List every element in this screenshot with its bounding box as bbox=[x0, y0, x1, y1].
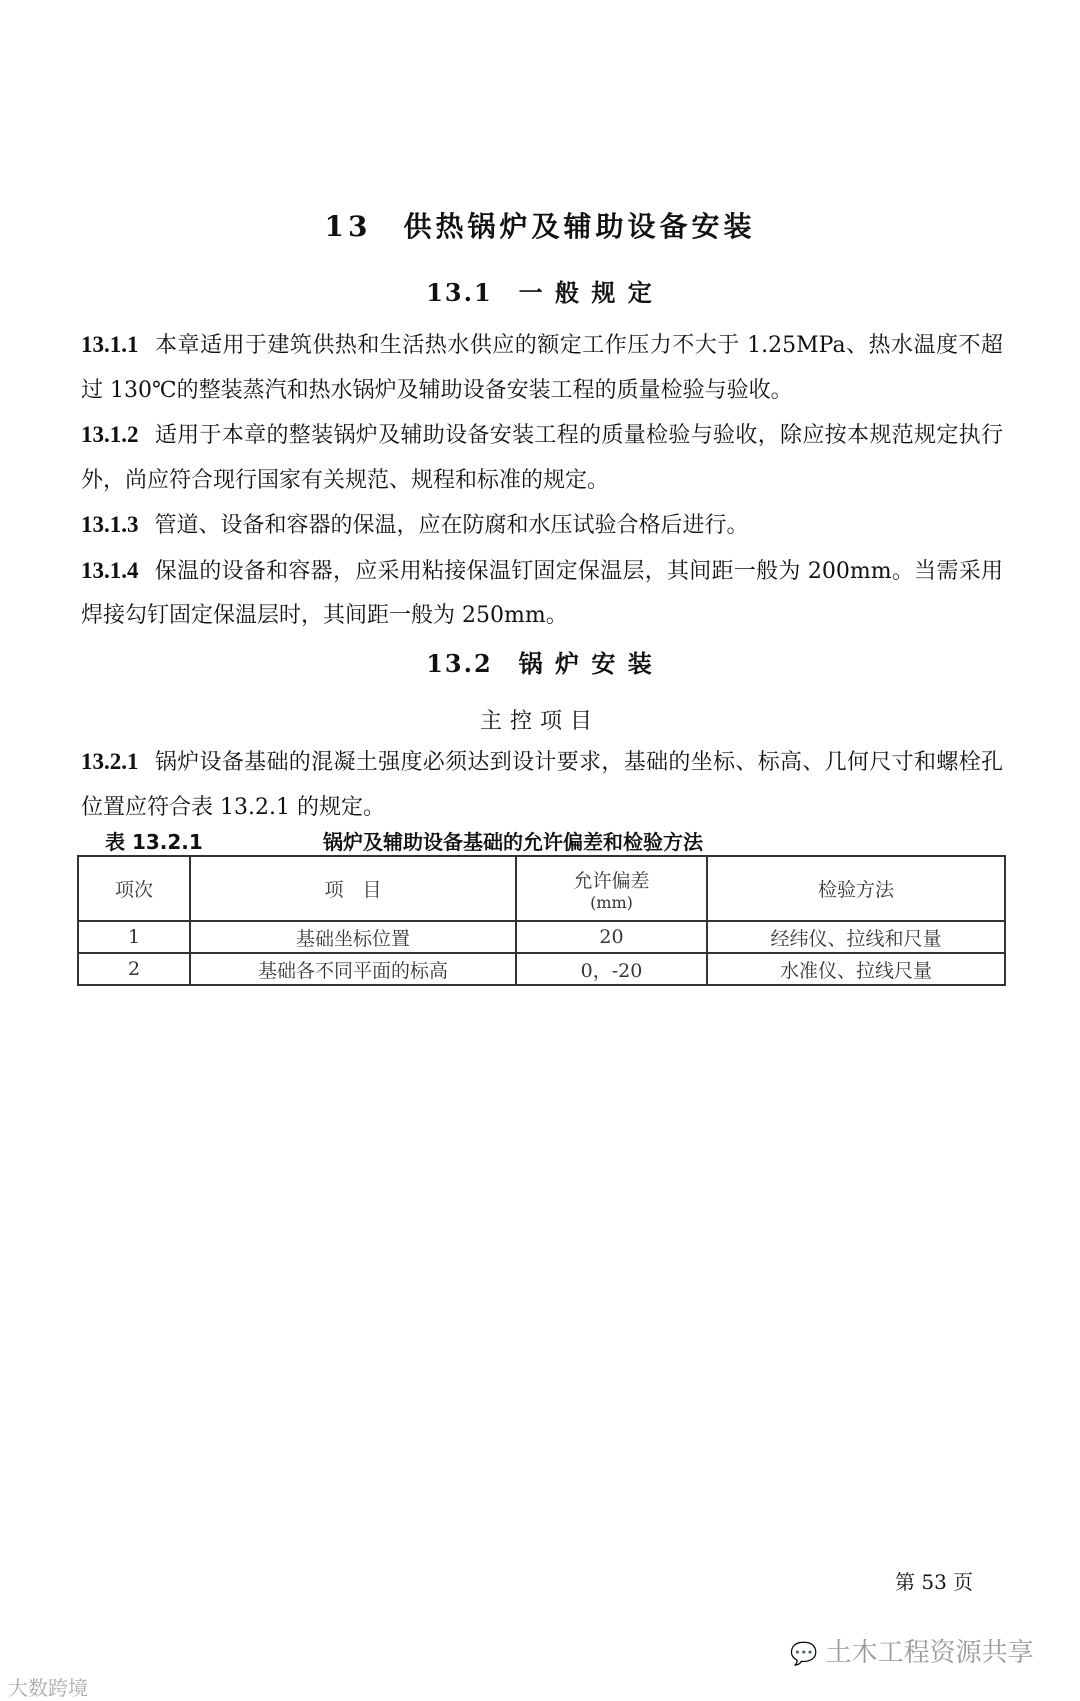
section-title-13-2: 13.2 锅 炉 安 装 bbox=[426, 649, 654, 678]
section-13-1-body bbox=[81, 323, 1003, 639]
table-caption: 表 13.2.1 锅炉及辅助设备基础的允许偏差和检验方法 bbox=[105, 830, 703, 854]
header-tolerance: 允许偏差 (mm) bbox=[516, 856, 707, 921]
clause: 13.2.1 锅炉设备基础的混凝土强度必须达到设计要求，基础的坐标、标高、几何尺寸和螺栓孔位置应符合表 13.2.1 的规定。 bbox=[81, 749, 1003, 820]
watermark: 💬 土木工程资源共享 bbox=[790, 1638, 1034, 1668]
clause: 13.1.2 适用于本章的整装锅炉及辅助设备安装工程的质量检验与验收，除应按本规范规定执行外，尚应符合现行国家有关规范、规程和标准的规定。 bbox=[81, 422, 1003, 493]
page-number: 第 53 页 bbox=[895, 1570, 974, 1594]
table-header-row: 项次 项 目 允许偏差 (mm) 检验方法 bbox=[78, 856, 1005, 921]
table-row: 2 基础各不同平面的标高 0，-20 水准仪、拉线尺量 bbox=[78, 953, 1005, 985]
subsection-title: 主控项目 bbox=[479, 709, 600, 734]
chapter-title: 13 供热锅炉及辅助设备安装 bbox=[324, 210, 756, 243]
table-row: 1 基础坐标位置 20 经纬仪、拉线和尺量 bbox=[78, 921, 1005, 953]
tolerance-table bbox=[77, 855, 1006, 986]
watermark-logo: 大数跨境 bbox=[8, 1676, 88, 1700]
clause: 13.1.3 管道、设备和容器的保温，应在防腐和水压试验合格后进行。 bbox=[81, 512, 749, 538]
clause: 13.1.4 保温的设备和容器，应采用粘接保温钉固定保温层，其间距一般为 200mm。当需采用焊接勾钉固定保温层时，其间距一般为 250mm。 bbox=[81, 557, 1003, 628]
wechat-icon: 💬 bbox=[790, 1642, 818, 1667]
section-title-13-1: 13.1 一 般 规 定 bbox=[426, 278, 654, 307]
clause: 13.1.1 本章适用于建筑供热和生活热水供应的额定工作压力不大于 1.25MPa、热水温度不超过 130℃的整装蒸汽和热水锅炉及辅助设备安装工程的质量检验与验收。 bbox=[81, 332, 1003, 403]
